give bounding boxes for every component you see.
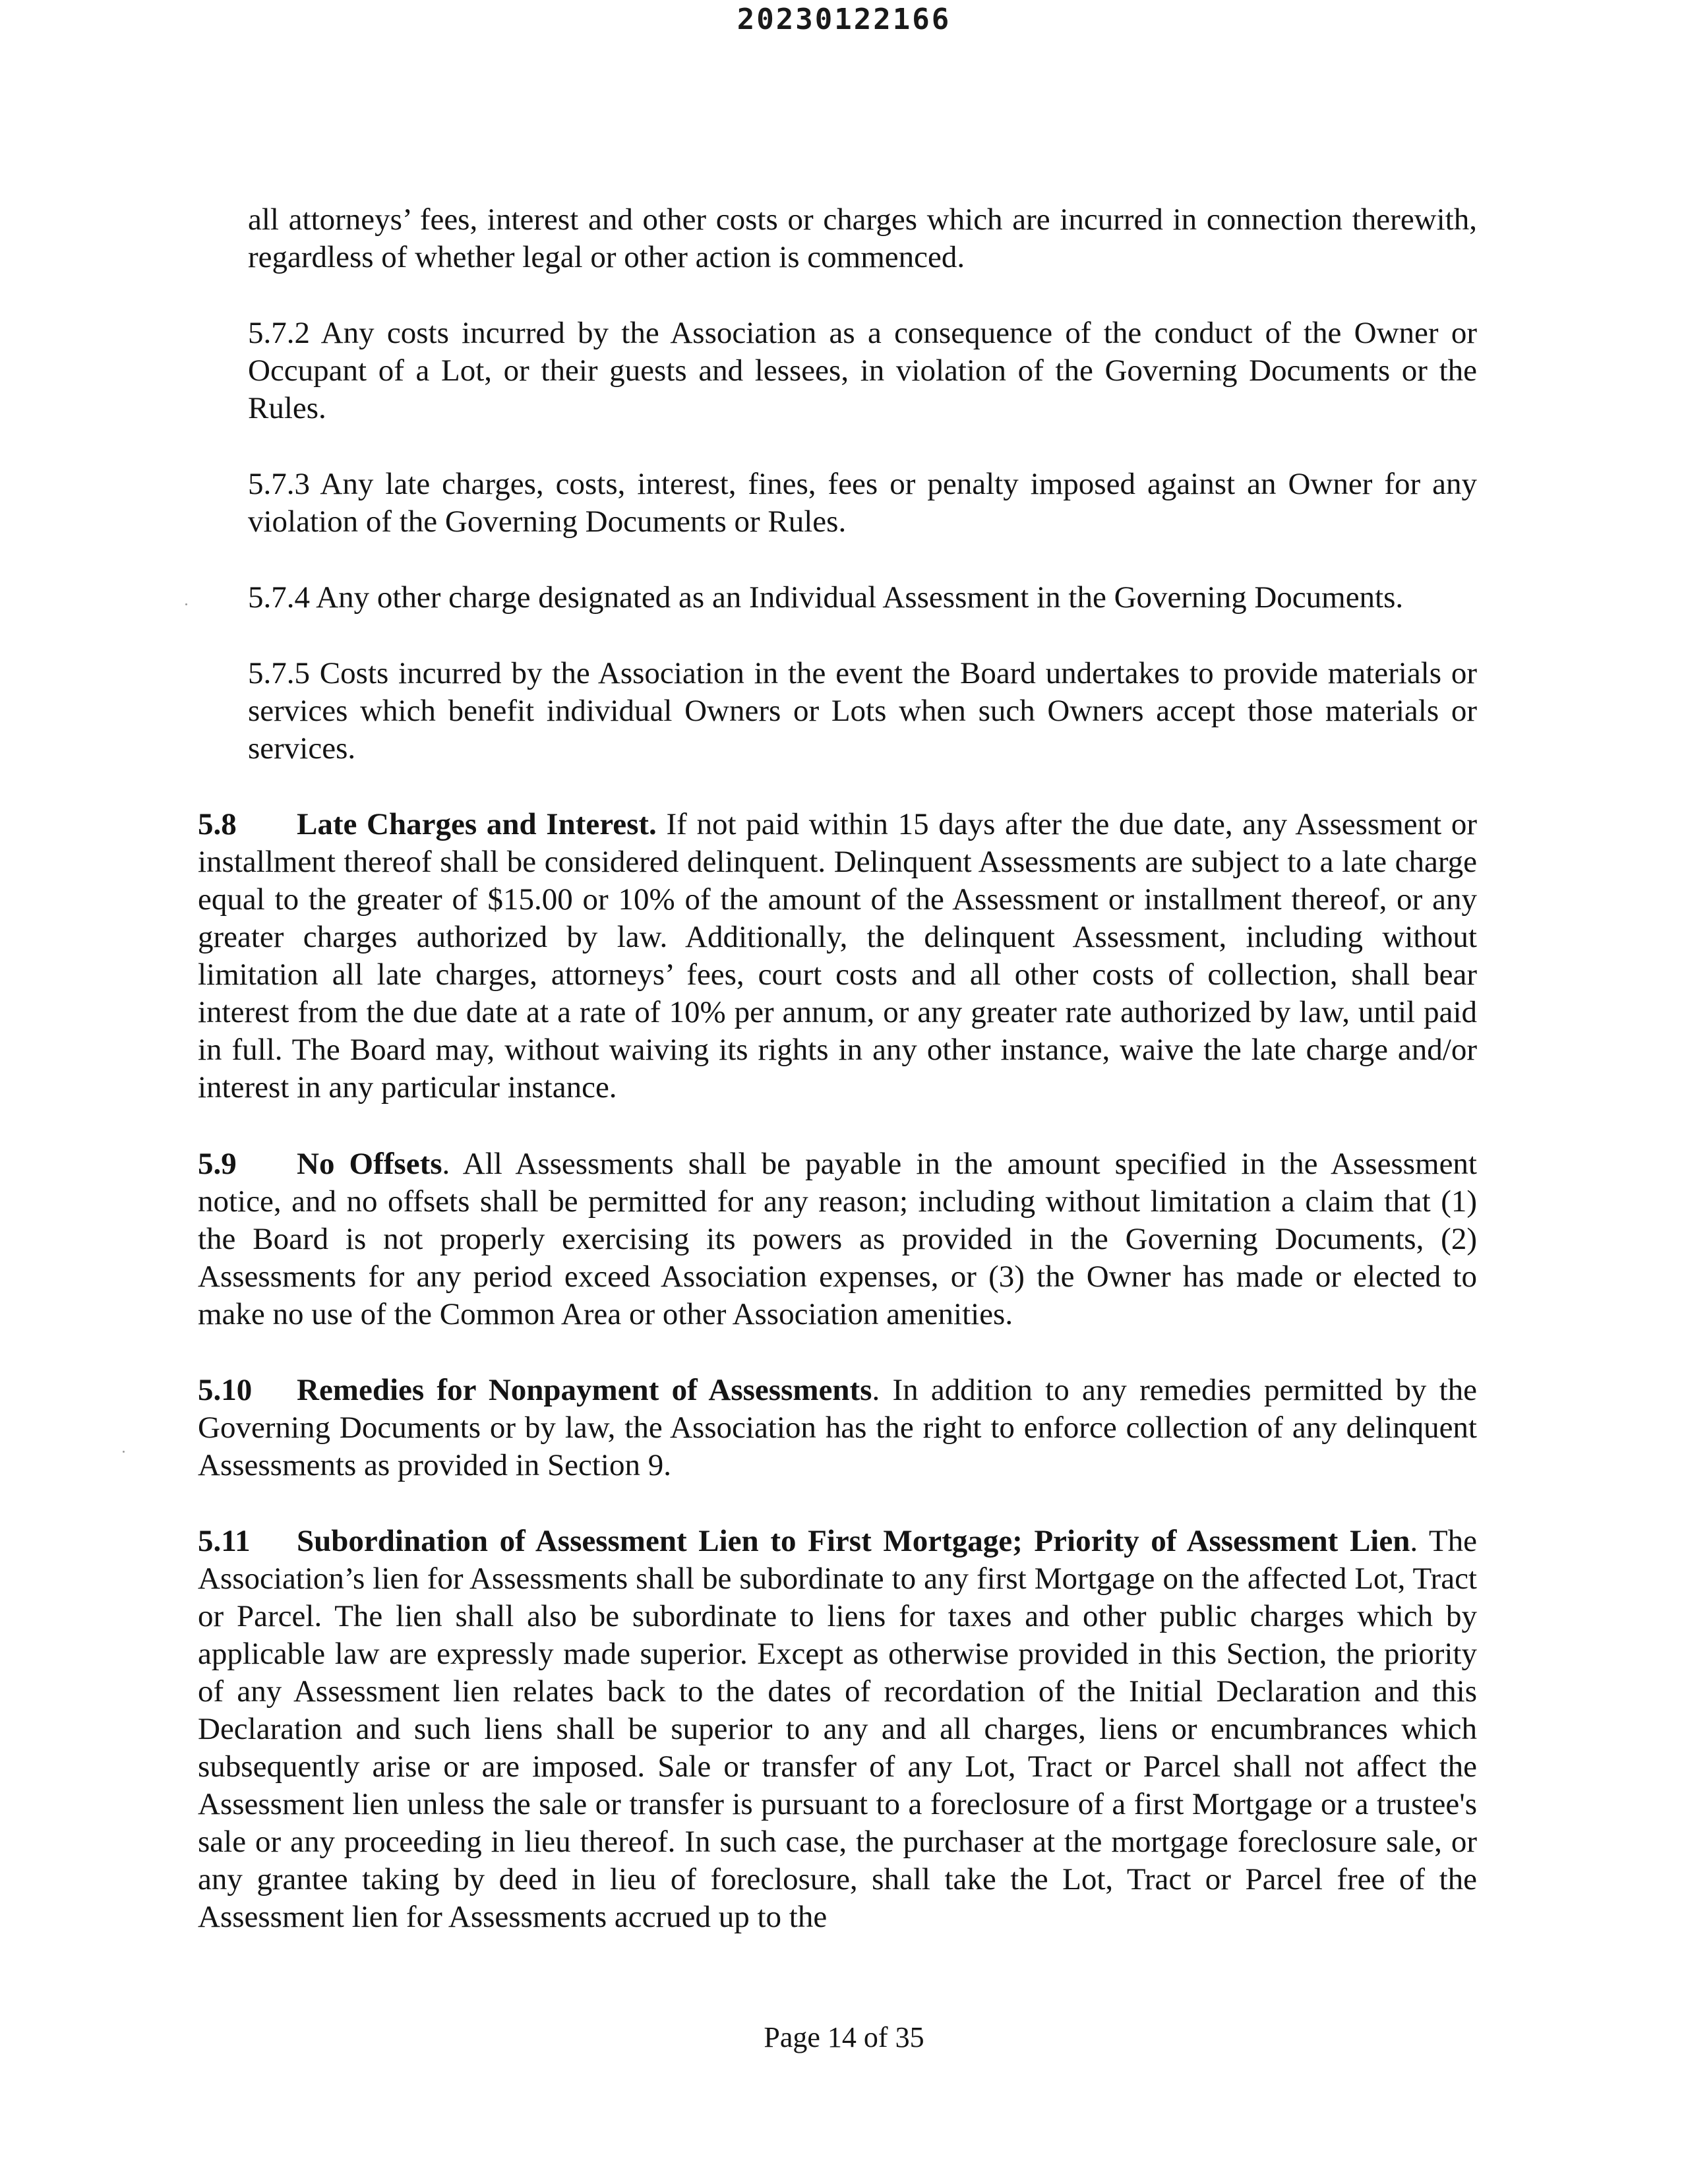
section-5-10 [198,1372,1477,1484]
section-body: If not paid within 15 days after the due date, any Assessment or installment thereof shall be considered delinquent. Delinquent Assessments are subject to a late charge equal to the greater of $15.00 or 10% of the amount of the Assessment or installment thereof, or any greater charges authorized by law. Additionally, the delinquent Assessment, including without limitation all late charges, attorneys’ fees, court costs and all other costs of collection, shall bear interest from the due date at a rate of 10% per annum, or any greater rate authorized by law, until paid in full. The Board may, without waiving its rights in any other instance, waive the late charge and/or interest in any particular instance. [198,807,1477,1105]
page-footer: Page 14 of 35 [764,2021,924,2053]
recording-number: 20230122166 [737,3,951,36]
subsection-5-7-4: 5.7.4 Any other charge designated as an Individual Assessment in the Governing Documents. [248,580,1404,615]
section-5-8 [198,806,1477,1107]
section-body: . All Assessments shall be payable in the amount specified in the Assessment notice, and no offsets shall be permitted for any reason; including without limitation a claim that (1) the Board is not properly exercising its powers as provided in the Governing Documents, (2) Assessments for any period exceed Association expenses, or (3) the Owner has made or elected to make no use of the Common Area or other Association amenities. [198,1147,1477,1331]
section-number: 5.10 [198,1373,253,1407]
section-title: No Offsets [297,1147,442,1181]
section-body: . The Association’s lien for Assessments shall be subordinate to any first Mortgage on the affected Lot, Tract or Parcel. The lien shall also be subordinate to liens for taxes and other public charges which by applicable law are expressly made superior. Except as otherwise provided in this Section, the priority of any Assessment lien relates back to the dates of recordation of the Initial Declaration and this Declaration and such liens shall be superior to any and all charges, liens or encumbrances which subsequently arise or are imposed. Sale or transfer of any Lot, Tract or Parcel shall not affect the Assessment lien unless the sale or transfer is pursuant to a foreclosure of a first Mortgage or a trustee's sale or any proceeding in lieu thereof. In such case, the purchaser at the mortgage foreclosure sale, or any grantee taking by deed in lieu of foreclosure, shall take the Lot, Tract or Parcel free of the Assessment lien for Assessments accrued up to the [198,1524,1477,1934]
subsection-5-7-3: 5.7.3 Any late charges, costs, interest, fines, fees or penalty imposed against an Owner for any violation of the Governing Documents or Rules. [248,467,1477,539]
section-5-9 [198,1145,1477,1333]
continuation-paragraph: all attorneys’ fees, interest and other costs or charges which are incurred in connection therewith, regardless of whether legal or other action is commenced. [248,202,1477,274]
section-title: Remedies for Nonpayment of Assessments [297,1373,872,1407]
scan-speck [185,603,187,605]
section-title: Subordination of Assessment Lien to First Mortgage; Priority of Assessment Lien [297,1524,1410,1558]
section-body: . In addition to any remedies permitted by the Governing Documents or by law, the Association has the right to enforce collection of any delinquent Assessments as provided in Section 9. [198,1373,1477,1482]
scan-speck [123,1451,125,1453]
section-title: Late Charges and Interest. [297,807,657,841]
section-number: 5.8 [198,807,237,841]
section-number: 5.9 [198,1147,237,1181]
subsection-5-7-2: 5.7.2 Any costs incurred by the Association as a consequence of the conduct of the Owner or Occupant of a Lot, or their guests and lessees, in violation of the Governing Documents or the Rules. [248,316,1477,425]
section-5-11 [198,1523,1477,1936]
section-number: 5.11 [198,1524,251,1558]
subsection-5-7-5: 5.7.5 Costs incurred by the Association in the event the Board undertakes to provide materials or services which benefit individual Owners or Lots when such Owners accept those materials or services. [248,656,1477,766]
